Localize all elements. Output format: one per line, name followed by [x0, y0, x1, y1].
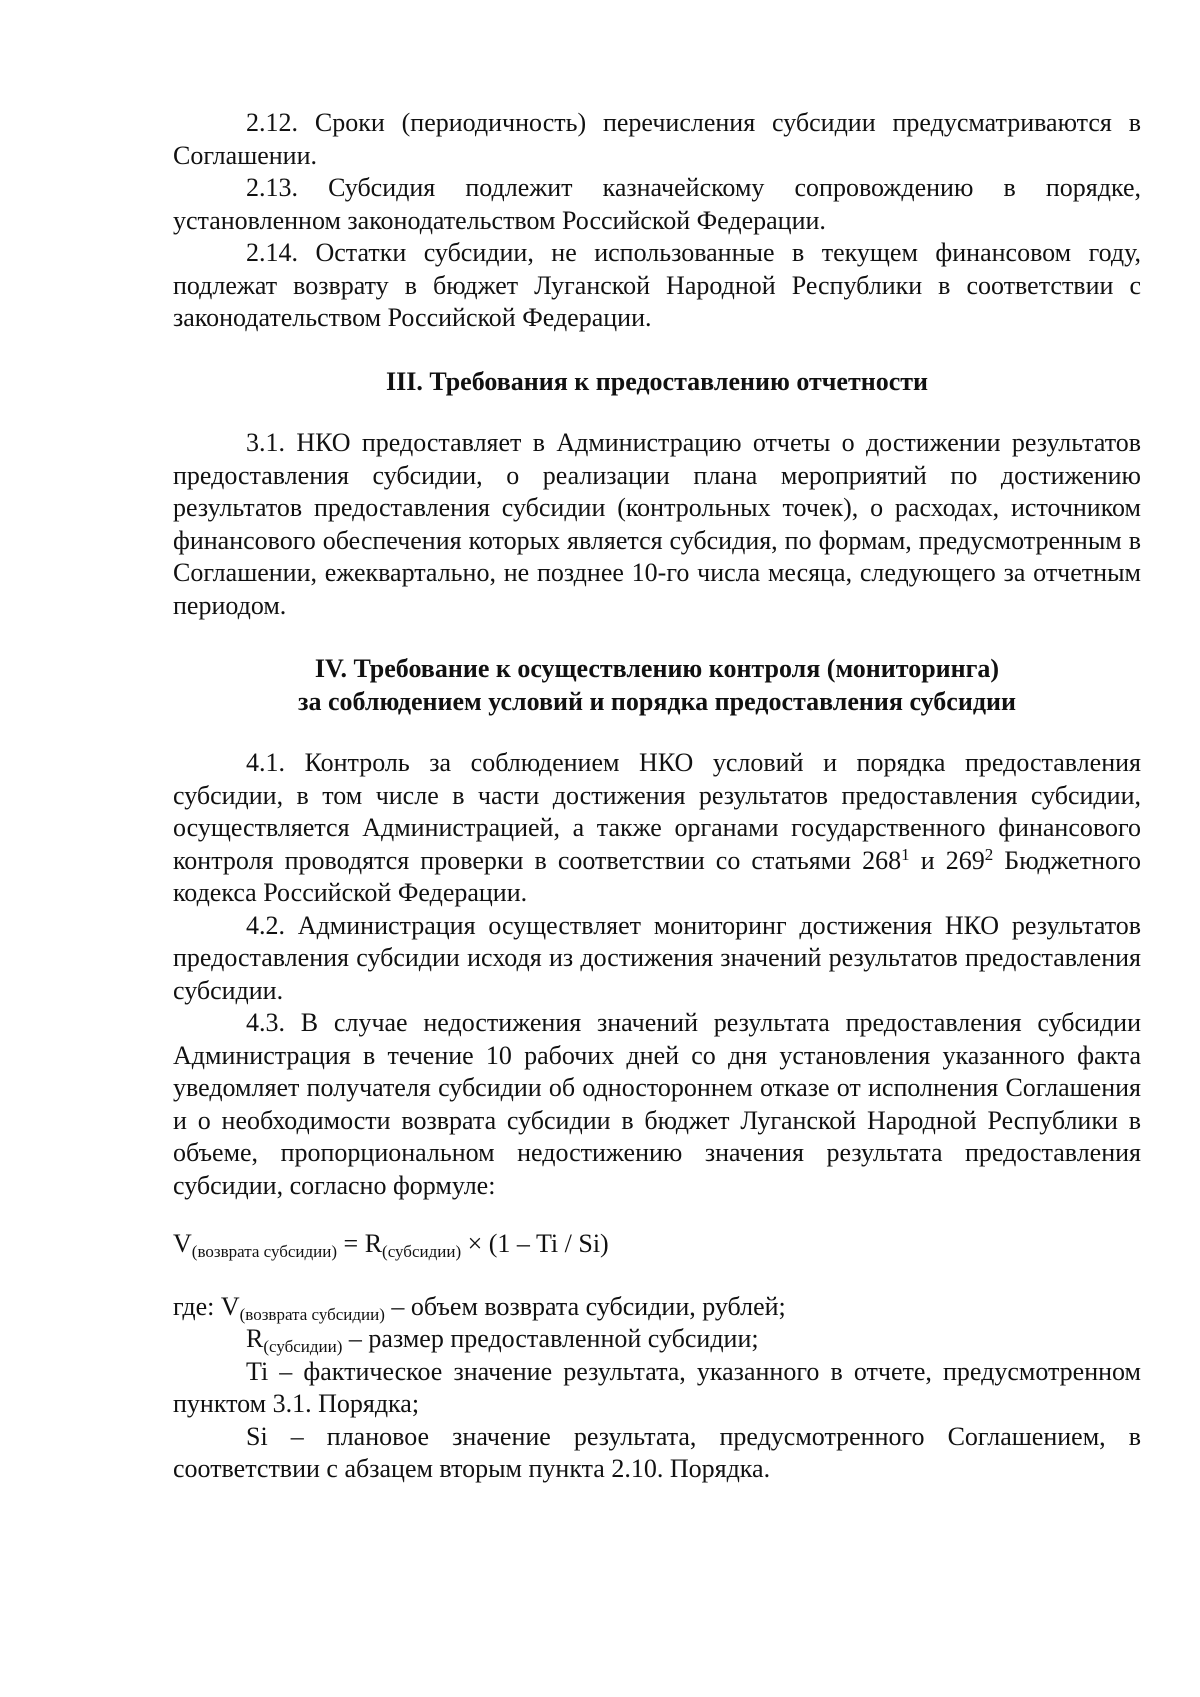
- paragraph-4-1-end: Бюджетного кодекса Российской Федерации.: [173, 845, 1142, 907]
- legend-v: [173, 1291, 1141, 1324]
- legend-si: Si – плановое значение результата, предусмотренного Соглашением, в соответствии с абзацем вторым пункта 2.10. Порядка.: [173, 1421, 1141, 1483]
- legend-r-subscript: (субсидии): [263, 1337, 343, 1356]
- document-page: [173, 107, 1141, 1486]
- paragraph-2-14: 2.14. Остатки субсидии, не использованные в текущем финансовом году, подлежат возврату в бюджет Луганской Народной Республики в соответствии с законодательством Российской Федерации.: [173, 238, 1141, 332]
- footnote-superscript: 1: [901, 844, 910, 864]
- legend-where: где: V: [173, 1291, 240, 1321]
- paragraph-3-1: 3.1. НКО предоставляет в Администрацию отчеты о достижении результатов предоставления субсидии, о реализации плана мероприятий по достижению результатов предоставления субсидии (контрольных точек), о расходах, источником финансового обеспечения которых является субсидия, по формам, предусмотренным в Соглашении, ежеквартально, не позднее 10-го числа месяца, следующего за отчетным периодом.: [173, 428, 1141, 620]
- formula-v-subscript: (возврата субсидии): [191, 1242, 338, 1261]
- paragraph-2-13: 2.13. Субсидия подлежит казначейскому сопровождению в порядке, установленном законодательством Российской Федерации.: [173, 173, 1141, 235]
- legend-ti: Ti – фактическое значение результата, указанного в отчете, предусмотренном пунктом 3.1. Порядка;: [173, 1356, 1141, 1418]
- formula: [173, 1228, 1141, 1261]
- formula-v: V: [173, 1229, 192, 1258]
- paragraph-2-12: 2.12. Сроки (периодичность) перечисления субсидии предусматриваются в Соглашении.: [173, 108, 1141, 170]
- section-4-heading-line2: за соблюдением условий и порядка предоставления субсидии: [298, 686, 1016, 716]
- paragraph-4-1-text: 4.1. Контроль за соблюдением НКО условий и порядка предоставления субсидии, в том числе в части достижения результатов предоставления субсидии, осуществляется Администрацией, а также органами государственного финансового контроля проводятся проверки в соответствии со статьями 268: [173, 748, 1141, 875]
- paragraph-4-1-and: и 269: [909, 845, 985, 875]
- footnote-superscript: 2: [984, 844, 994, 864]
- legend-v-subscript: (возврата субсидии): [239, 1304, 385, 1324]
- legend-r-symbol: R: [246, 1324, 264, 1353]
- paragraph-4-3: 4.3. В случае недостижения значений результата предоставления субсидии Администрация в течение 10 рабочих дней со дня установления указанного факта уведомляет получателя субсидии об одностороннем отказе от исполнения Соглашения и о необходимости возврата субсидии в бюджет Луганской Народной Республики в объеме, пропорциональном недостижению значения результата предоставления субсидии, согласно формуле:: [173, 1008, 1141, 1200]
- paragraph-4-1: [173, 747, 1141, 910]
- section-4-heading: [173, 653, 1141, 718]
- section-4-heading-line1: IV. Требование к осуществлению контроля (мониторинга): [314, 654, 1000, 683]
- formula-eq: = R: [337, 1229, 383, 1258]
- legend-r-text: – размер предоставленной субсидии;: [342, 1324, 759, 1353]
- paragraph-4-2: 4.2. Администрация осуществляет мониторинг достижения НКО результатов предоставления субсидии исходя из достижения значений результатов предоставления субсидии.: [173, 910, 1141, 1005]
- formula-r-subscript: (субсидии): [382, 1242, 462, 1261]
- formula-rest: × (1 – Ti / Si): [461, 1229, 609, 1258]
- section-3-heading: III. Требования к предоставлению отчетности: [385, 366, 928, 396]
- legend-v-text: – объем возврата субсидии, рублей;: [384, 1291, 786, 1321]
- legend-r: [173, 1323, 1141, 1356]
